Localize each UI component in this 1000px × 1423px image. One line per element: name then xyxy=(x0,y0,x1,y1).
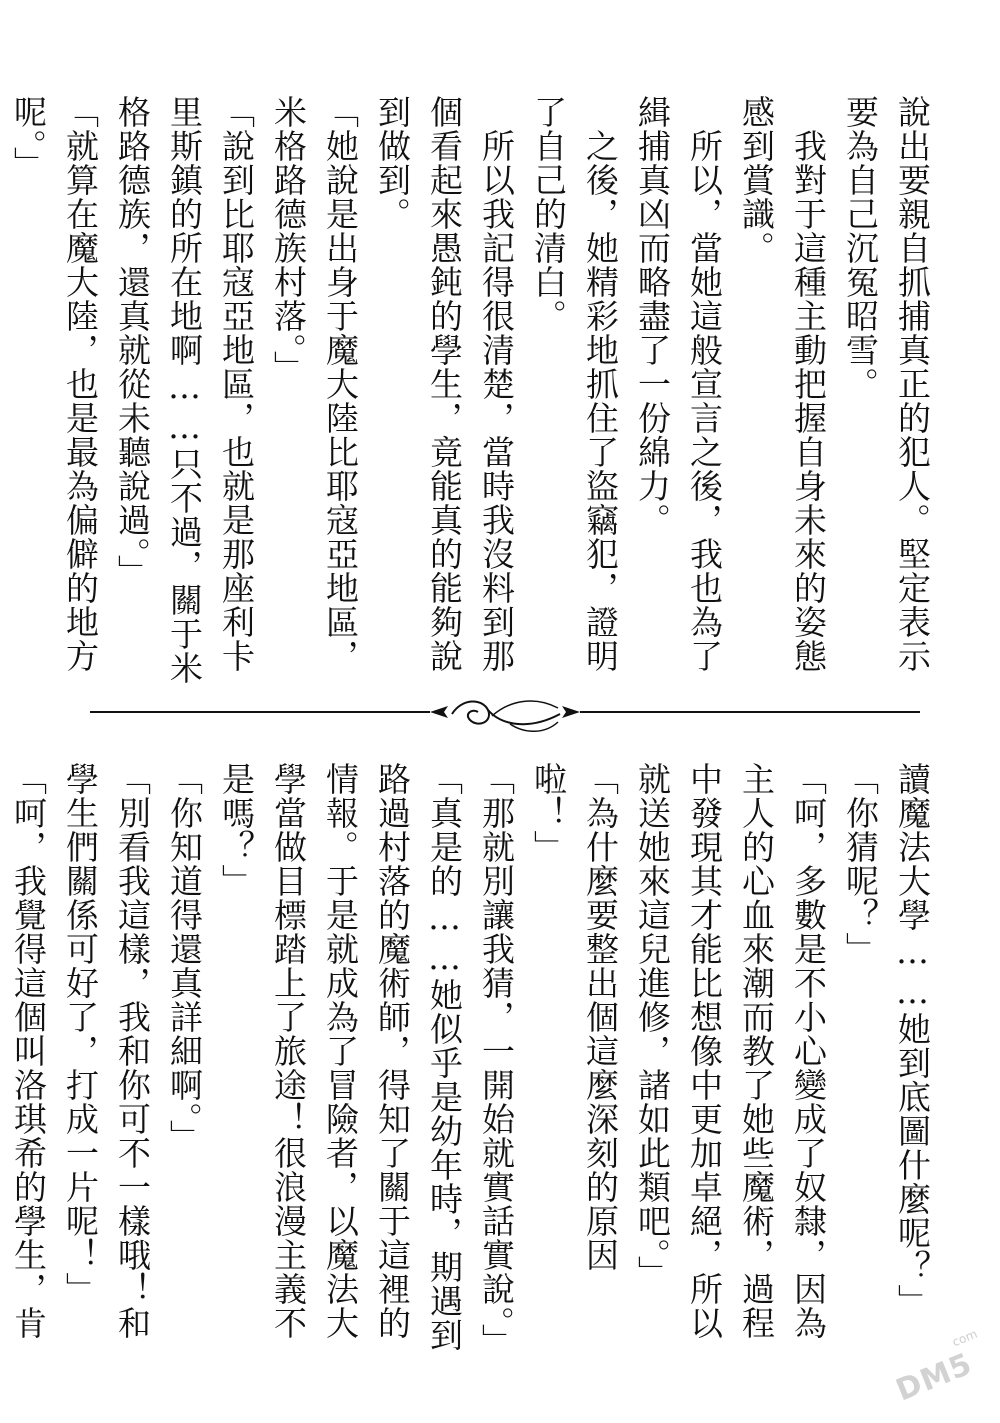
dialogue-line: 讀魔法大學……她到底圖什麼呢？」 xyxy=(893,762,932,1318)
paragraph: 我對于這種主動把握自身未來的姿態感到賞識。 xyxy=(737,95,828,673)
dialogue-line: 「就算在魔大陸，也是最為偏僻的地方呢。」 xyxy=(9,95,100,673)
watermark-logo xyxy=(852,1315,992,1415)
dialogue-line: 「為什麼要整出個這麼深刻的原因啦！」 xyxy=(529,762,620,1272)
dialogue-line: 「別看我這樣，我和你可不一樣哦！和學生們關係可好了，打成一片呢！」 xyxy=(61,762,152,1340)
paragraph: 所以我記得很清楚，當時我沒料到那個看起來愚鈍的學生，竟能真的能夠說到做到。 xyxy=(373,95,516,673)
dialogue-line: 「呵，我覺得這個叫洛琪希的學生，肯 xyxy=(9,762,48,1340)
flourish-divider-icon xyxy=(90,690,920,740)
dialogue-line: 「真是的……她似乎是幼年時，期遇到路過村落的魔術師，得知了關于這裡的情報。于是就成為了冒險者，以魔法大學當做目標踏上了旅途！很浪漫主義不是嗎？」 xyxy=(217,762,464,1352)
dialogue-line: 「你知道得還真詳細啊。」 xyxy=(165,762,204,1154)
bottom-text-block xyxy=(9,762,938,1358)
dialogue-line: 「說到比耶寇亞地區，也就是那座利卡里斯鎮的所在地啊……只不過，關于米格路德族，還真就從未聽說過。」 xyxy=(113,95,256,685)
dialogue-line xyxy=(0,95,2,695)
paragraph: 所以，當她這般宣言之後，我也為了緝捕真凶而略盡了一份綿力。 xyxy=(633,95,724,673)
dialogue-line: 「她說是出身于魔大陸比耶寇亞地區，米格路德族村落。」 xyxy=(269,95,360,673)
watermark-subtext: com xyxy=(950,1326,980,1350)
dialogue-line: 「呵，多數是不小心變成了奴隸，因為主人的心血來潮而教了她些魔術，過程中發現其才能比想像中更加卓絕，所以就送她來這兒進修，諸如此類吧。」 xyxy=(633,762,828,1340)
dialogue-line: 「那就別讓我猜，一開始就實話實說。」 xyxy=(477,762,516,1358)
watermark-text: DM5 xyxy=(891,1346,978,1409)
dialogue-line: 「你猜呢？」 xyxy=(841,762,880,966)
top-text-block xyxy=(9,95,938,695)
paragraph: 之後，她精彩地抓住了盜竊犯，證明了自己的清白。 xyxy=(529,95,620,673)
paragraph: 說出要親自抓捕真正的犯人。堅定表示要為自己沉冤昭雪。 xyxy=(841,95,932,673)
